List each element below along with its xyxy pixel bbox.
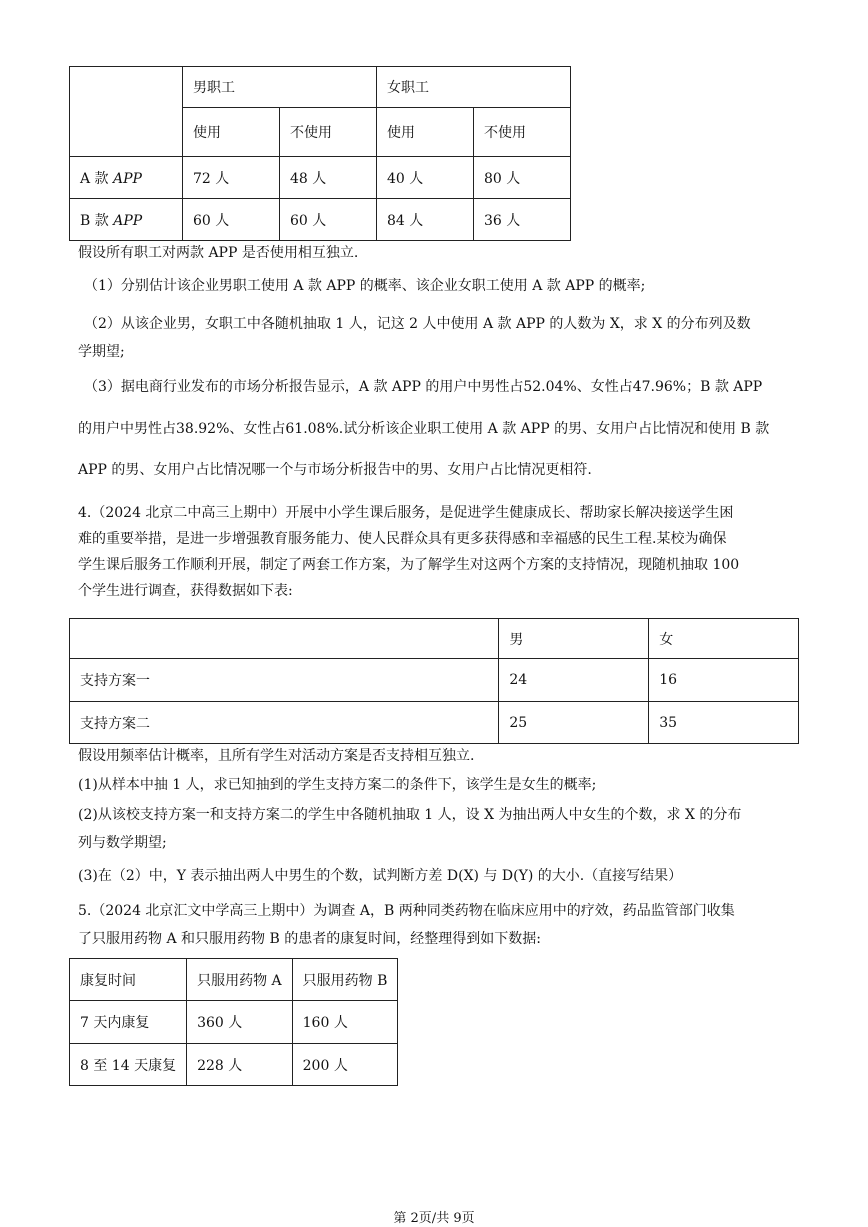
q3-part3-cont1: 的用户中男性占38.92%、女性占61.08%.试分析该企业职工使用 A 款 APP 的男、女用户占比情况和使用 B 款: [78, 421, 770, 437]
table-row: [70, 199, 571, 241]
table-cell: 160 人: [292, 1001, 398, 1044]
q4-stem-line2: 难的重要举措，是进一步增强教育服务能力、使人民群众具有更多获得感和幸福感的民生工程.某校为确保: [78, 531, 727, 547]
q4-part3: (3)在（2）中，Y 表示抽出两人中男生的个数，试判断方差 D(X) 与 D(Y) 的大小.（直接写结果）: [78, 868, 683, 884]
table-cell: 80 人: [474, 157, 571, 199]
row-label: B 款 APP: [70, 199, 183, 241]
table-row: [70, 1001, 398, 1044]
q4-stem-line3: 学生课后服务工作顺利开展，制定了两套工作方案，为了解学生对这两个方案的支持情况，现随机抽取 100: [78, 557, 740, 573]
table-row: [70, 702, 799, 744]
table-cell: 84 人: [377, 199, 474, 241]
table-cell: 360 人: [187, 1001, 293, 1044]
table-row: [70, 1044, 398, 1086]
table-row: [70, 659, 799, 702]
row-label: 8 至 14 天康复: [70, 1044, 187, 1086]
page-footer: 第 2页/共 9页: [393, 1211, 475, 1226]
q5-stem-line2: 了只服用药物 A 和只服用药物 B 的患者的康复时间，经整理得到如下数据:: [78, 931, 541, 947]
subheader-not-use: 不使用: [280, 108, 377, 157]
header-male: 男: [499, 619, 649, 659]
q3-part1: （1）分别估计该企业男职工使用 A 款 APP 的概率、该企业女职工使用 A 款 APP 的概率;: [84, 278, 646, 294]
row-label: 7 天内康复: [70, 1001, 187, 1044]
q4-part2: (2)从该校支持方案一和支持方案二的学生中各随机抽取 1 人，设 X 为抽出两人中女生的个数，求 X 的分布: [78, 807, 742, 823]
table-cell: 40 人: [377, 157, 474, 199]
recovery-time-table: [69, 958, 398, 1086]
row-label: A 款 APP: [70, 157, 183, 199]
q4-stem-line1: 4.（2024 北京二中高三上期中）开展中小学生课后服务，是促进学生健康成长、帮助家长解决接送学生困: [78, 505, 734, 521]
table-cell: 200 人: [292, 1044, 398, 1086]
header-female: 女: [649, 619, 799, 659]
table-row: [70, 157, 571, 199]
table-header-row: [70, 959, 398, 1001]
q4-part2-cont: 列与数学期望;: [78, 835, 167, 851]
header-drug-a: 只服用药物 A: [187, 959, 293, 1001]
table-cell: 24: [499, 659, 649, 702]
table-cell: 35: [649, 702, 799, 744]
q3-part3: （3）据电商行业发布的市场分析报告显示，A 款 APP 的用户中男性占52.04%、女性占47.96%；B 款 APP: [84, 379, 763, 395]
table-corner-cell: [70, 619, 499, 659]
header-recovery-time: 康复时间: [70, 959, 187, 1001]
q3-assumption: 假设所有职工对两款 APP 是否使用相互独立.: [78, 245, 359, 261]
app-usage-table: [69, 66, 571, 241]
subheader-use: 使用: [183, 108, 280, 157]
header-drug-b: 只服用药物 B: [292, 959, 398, 1001]
table-cell: 16: [649, 659, 799, 702]
q4-part1: (1)从样本中抽 1 人，求已知抽到的学生支持方案二的条件下，该学生是女生的概率;: [78, 777, 597, 793]
q3-part2: （2）从该企业男，女职工中各随机抽取 1 人，记这 2 人中使用 A 款 APP 的人数为 X，求 X 的分布列及数: [84, 316, 751, 332]
q3-part3-cont2: APP 的男、女用户占比情况哪一个与市场分析报告中的男、女用户占比情况更相符.: [78, 462, 592, 478]
subheader-not-use: 不使用: [474, 108, 571, 157]
table-cell: 60 人: [280, 199, 377, 241]
q4-assumption: 假设用频率估计概率，且所有学生对活动方案是否支持相互独立.: [78, 748, 475, 764]
table-cell: 25: [499, 702, 649, 744]
table-cell: 72 人: [183, 157, 280, 199]
table-corner-cell: [70, 67, 183, 157]
table-header-row: [70, 619, 799, 659]
header-female-staff: 女职工: [377, 67, 571, 108]
table-cell: 60 人: [183, 199, 280, 241]
row-label: 支持方案二: [70, 702, 499, 744]
q3-part2-cont: 学期望;: [78, 344, 125, 360]
header-male-staff: 男职工: [183, 67, 377, 108]
q4-stem-line4: 个学生进行调查，获得数据如下表:: [78, 583, 293, 599]
table-cell: 228 人: [187, 1044, 293, 1086]
support-plan-table: [69, 618, 799, 744]
table-cell: 48 人: [280, 157, 377, 199]
q5-stem-line1: 5.（2024 北京汇文中学高三上期中）为调查 A，B 两种同类药物在临床应用中的疗效，药品监管部门收集: [78, 903, 735, 919]
subheader-use: 使用: [377, 108, 474, 157]
table-cell: 36 人: [474, 199, 571, 241]
row-label: 支持方案一: [70, 659, 499, 702]
